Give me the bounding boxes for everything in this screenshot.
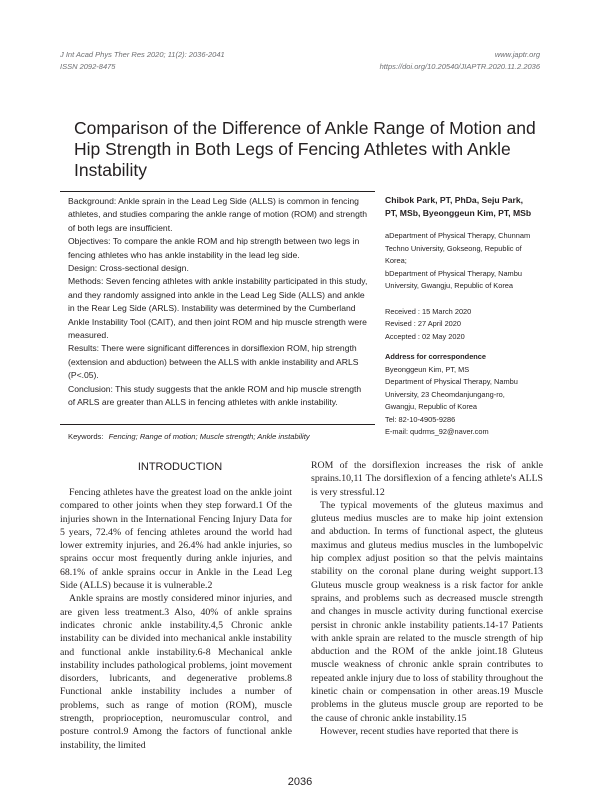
affiliation-line: aDepartment of Physical Therapy, Chunnam [385,231,531,240]
body-paragraph: The typical movements of the gluteus maximus and gluteus medius muscles are to make hip joint extension and abduction. In terms of functional aspect, the gluteus maximus and gluteus medius muscles in the lumbopelvic hip complex adjust position so that the pelvis maintains stability on the coronal plane during weight support.13 Gluteus muscle group weakness is a risk factor for ankle sprains, and problems such as decreased muscle strength and changes in muscle activity during functional exercise persist in chronic ankle instability patients.14-17 Patients with ankle sprain are related to the muscle strength of hip abduction and the ROM of the ankle joint.18 Gluteus muscle weakness of chronic ankle sprain contributes to repeated ankle injury due to loss of stability throughout the kinetic chain or compensation in other areas.19 Muscle problems in the gluteus muscle group are reported to be the cause of chronic ankle instability.15 [311,499,543,724]
correspondence-line: University, 23 Cheomdanjungang-ro, [385,389,505,399]
page-number: 2036 [287,776,313,788]
correspondence-line: Tel: 82-10-4905-9286 [385,414,456,424]
correspondence-line: Gwangju, Republic of Korea [385,402,478,411]
journal-issn: ISSN 2092-8475 [60,62,116,71]
affiliation-line: Techno University, Gokseong, Republic of Korea; [385,243,522,265]
title-line: Comparison of the Difference of Ankle Range of Motion and [74,118,536,138]
body-paragraph: ROM of the dorsiflexion increases the risk of ankle sprains.10,11 The dorsiflexion of a fencing athlete's ALLS is very stressful.12 [311,460,543,498]
title-line: Instability [74,160,147,180]
correspondence [385,351,545,439]
abstract-line: Background: Ankle sprain in the Lead Leg Side (ALLS) is common in fencing [68,196,359,206]
abstract-line: Results: There were significant differences in dorsiflexion ROM, hip strength [68,343,357,354]
author-sidebar [385,194,545,439]
abstract-line: of ARLS are greater than ALLS in fencing athletes with ankle instability. [68,397,338,408]
abstract-line: and they randomly assigned into ankle in the Lead Leg Side (ALLS) and ankle [68,289,365,300]
abstract-line: (P<.05). [68,370,99,381]
abstract-line: fencing athletes who has ankle instability in the lead leg side. [68,249,300,260]
article-title [74,118,544,181]
abstract-line: Conclusion: This study suggests that the ankle ROM and hip muscle strength [68,383,362,394]
title-line: Hip Strength in Both Legs of Fencing Athletes with Ankle [74,139,511,159]
date-line: Accepted : 02 May 2020 [385,331,465,341]
correspondence-email[interactable]: E-mail: qudrms_92@naver.com [385,427,489,436]
affiliations [385,230,545,293]
body-column-right [311,459,543,738]
body-paragraph: However, recent studies have reported that there is [320,725,519,737]
keywords [68,432,310,441]
correspondence-line: Department of Physical Therapy, Nambu [385,377,518,386]
author-names [385,194,545,220]
abstract-line: of both legs are insufficient. [68,222,173,233]
abstract [68,195,374,410]
abstract-line: Ankle Instability Tool (CAIT), and then joint ROM and hip muscle strength were [68,316,367,327]
journal-website[interactable]: www.japtr.org [494,50,540,59]
abstract-bottom-rule [60,424,375,425]
abstract-line: Objectives: To compare the ankle ROM and hip strength between two legs in [68,236,360,247]
section-heading: INTRODUCTION [137,461,223,473]
article-doi[interactable]: https://doi.org/10.20540/JIAPTR.2020.11.2.2036 [379,62,540,71]
keywords-label: Keywords: [68,432,104,441]
abstract-line: measured. [68,330,109,341]
date-line: Revised : 27 April 2020 [385,319,462,328]
affiliation-line: University, Gwangju, Republic of Korea [385,281,514,290]
correspondence-label: Address for correspondence [385,352,487,361]
author-line: PT, MSb, Byeonggeun Kim, PT, MSb [385,208,532,218]
body-paragraph: Ankle sprains are mostly considered minor injuries, and are given less treatment.3 Also, 40% of ankle sprains indicates chronic ankle instability.4,5 Chronic ankle instability can be divided into mechanical ankle instability and functional ankle instability.6-8 Mechanical ankle instability includes pathological problems, joint movement disorders, lubricants, and degenerative problems.8 Functional ankle instability includes a number of problems, such as range of motion (ROM), muscle strength, proprioception, neuromuscular control, and posture control.9 Among the factors of functional ankle instability, the limited [60,593,292,751]
abstract-line: (extension and abduction) between the ALLS with ankle instability and ARLS [68,356,359,367]
affiliation-line: bDepartment of Physical Therapy, Nambu [385,268,522,278]
correspondence-line: Byeonggeun Kim, PT, MS [385,364,470,374]
abstract-line: Design: Cross-sectional design. [68,263,189,274]
abstract-line: Methods: Seven fencing athletes with ankle instability participated in this study, [68,276,368,287]
author-line: Chibok Park, PT, PhDa, Seju Park, [385,195,524,205]
abstract-line: athletes, and studies comparing the ankle range of motion (ROM) and strength [68,209,368,220]
date-line: Received : 15 March 2020 [385,306,472,316]
journal-citation: J Int Acad Phys Ther Res 2020; 11(2): 2036-2041 [60,50,225,59]
body-column-left [60,486,292,752]
body-paragraph: Fencing athletes have the greatest load on the ankle joint compared to other joints when they step forward.1 Of the injuries shown in the International Fencing Injury Data for 5 years, 72.4% of fencing athletes around the world had lower extremity injuries, and 26.4% had ankle injuries, so sprains occur most frequently during ankle injuries, and 68.1% of ankle sprains occur in Ankle in the Lead Leg Side (ALLS) because it is vulnerable.2 [60,487,292,592]
article-dates [385,306,545,344]
abstract-line: in the Rear Leg Side (ARLS). Instability was determined by the Cumberland [68,303,356,314]
keywords-list: Fencing; Range of motion; Muscle strength; Ankle instability [108,432,310,441]
abstract-top-rule [60,191,375,192]
